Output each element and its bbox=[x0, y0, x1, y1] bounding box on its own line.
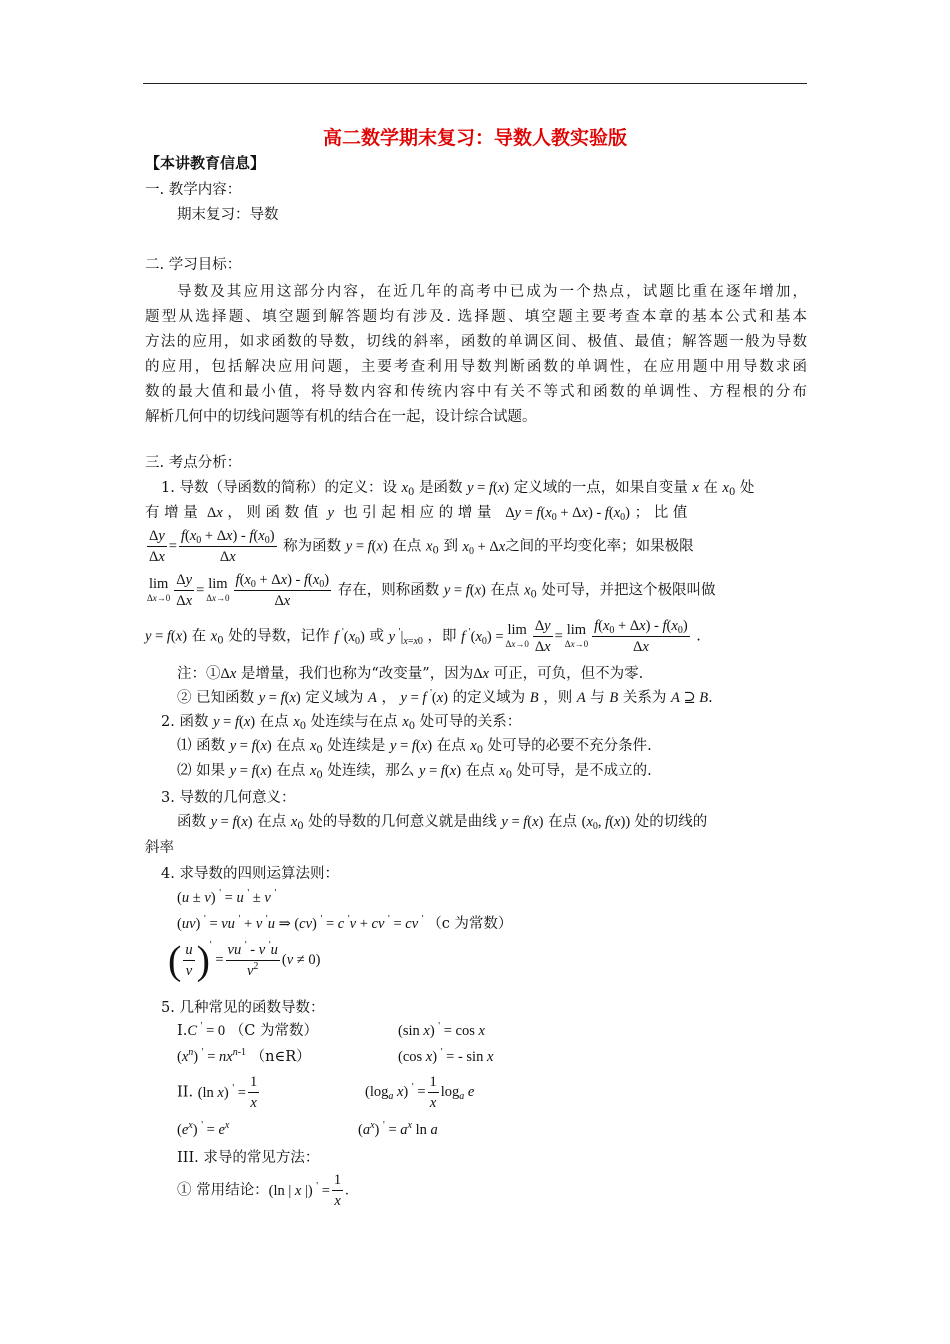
item5-heading: 5. 几种常见的函数导数： bbox=[161, 1000, 325, 1016]
rule-quotient: ( $\frac{u}{v}$ )' = $\frac{vu ' - v 'u}{v^2}$ (v ≠ 0) bbox=[168, 937, 321, 983]
sec1-content: 期末复习：导数 bbox=[177, 207, 279, 223]
item3-heading: 3. 导数的几何意义： bbox=[161, 790, 296, 806]
item1-line-e: y = f(x) 在 $x_0$ 处的导数，记作 f $'(x_0)$ 或 y $'|_{x=x0}$ ，即 f $'(x_0)$ = lim Δx→0 $\frac{\Delta y}{\Delta x}$ = lim Δx→0 $\frac{f(x_0 + \Delta x) - f(x_0)}{\Delta x}$ . bbox=[145, 618, 701, 655]
item2-line-1: ⑴ 函数 y = f(x) 在点 $x_0$ 处连续是 y = f(x) 在点 $x_0$ 处可导的必要不充分条件. bbox=[177, 738, 652, 756]
avg-rate-fraction: $\frac{\Delta y}{\Delta x}$ bbox=[149, 528, 165, 565]
deriv-power: $(x^n) ' = nx^{n-1}$ （n∈R） bbox=[177, 1047, 311, 1065]
item1-line-c: $\frac{\Delta y}{\Delta x}$ = $\frac{f(x_0 + \Delta x) - f(x_0)}{\Delta x}$ 称为函数 y = f(x) 在点 $x_0$ 到 $x_0 + \Delta x$之间的平均变化率；如果极限 bbox=[149, 528, 694, 565]
sec2-heading: 二. 学习目标： bbox=[145, 257, 242, 273]
item4-heading: 4. 求导数的四则运算法则： bbox=[161, 866, 339, 882]
sec2-line-6: 解析几何中的切线问题等有机的结合在一起，设计综合试题。 bbox=[145, 409, 537, 425]
item1-line-b: 有 增 量 Δx ， 则 函 数 值 y 也 引 起 相 应 的 增 量 $\Delta y = f(x_0 + \Delta x) - f(x_0)$ ； 比 值 bbox=[145, 505, 688, 523]
methods-heading: III. 求导的常见方法： bbox=[177, 1150, 320, 1166]
sec2-line-4: 的应用，包括解决应用问题，主要考查利用导数判断函数的单调性，在应用题中用导数求函 bbox=[145, 359, 807, 375]
sec3-heading: 三. 考点分析： bbox=[145, 455, 242, 471]
sec2-line-3: 方法的应用，如求函数的导数，切线的斜率，函数的单调区间、极值、最值；解答题一般为导数 bbox=[145, 334, 807, 350]
item1-note-2: ② 已知函数 y = f(x) 定义域为 A ， y = f '(x) 的定义域为 B ，则 A 与 B 关系为 A ⊇ B. bbox=[177, 688, 713, 706]
header-rule bbox=[143, 83, 807, 84]
item1-line-d: lim Δx→0 $\frac{\Delta y}{\Delta x}$ = lim Δx→0 $\frac{f(x_0 + \Delta x) - f(x_0)}{\Delta x}$ 存在，则称函数 y = f(x) 在点 $x_0$ 处可导，并把这个极限叫做 bbox=[147, 572, 716, 609]
item2-line-2: ⑵ 如果 y = f(x) 在点 $x_0$ 处连续，那么 y = f(x) 在点 $x_0$ 处可导，是不成立的. bbox=[177, 763, 652, 781]
item1-note-1: 注：①Δx 是增量，我们也称为“改变量”，因为Δx 可正，可负，但不为零. bbox=[177, 666, 644, 682]
item3-line-2: 斜率 bbox=[145, 840, 174, 856]
deriv-sin: (sin x) ' = cos x bbox=[398, 1021, 485, 1039]
sec2-line-1: 导数及其应用这部分内容，在近几年的高考中已成为一个热点，试题比重在逐年增加， bbox=[177, 284, 807, 300]
deriv-log: ($\log_a$ x) ' = $\frac{1}{x}$ $\log_a e$ bbox=[365, 1074, 475, 1111]
increment-fraction: $\frac{f(x_0 + \Delta x) - f(x_0)}{\Delta x}$ bbox=[180, 528, 275, 565]
item1-line-a: 1. 导数（导函数的简称）的定义：设 $x_0$ 是函数 y = f(x) 定义域的一点，如果自变量 x 在 $x_0$ 处 bbox=[161, 480, 755, 498]
item3-line-1: 函数 y = f(x) 在点 $x_0$ 处的导数的几何意义就是曲线 y = f(x) 在点 ($x_0$, f(x)) 处的切线的 bbox=[177, 814, 708, 832]
sec2-line-5: 数的最大值和最小值，将导数内容和传统内容中有关不等式和函数的单调性、方程根的分布 bbox=[145, 384, 807, 400]
deriv-const: I.C ' = 0 （C 为常数） bbox=[177, 1021, 318, 1039]
deriv-cos: (cos x) ' = - sin x bbox=[398, 1047, 494, 1065]
item2-heading: 2. 函数 y = f(x) 在点 $x_0$ 处连续与在点 $x_0$ 处可导的关系： bbox=[161, 714, 522, 732]
rule-sum: (u ± v) ' = u ' ± v ' bbox=[177, 888, 277, 906]
common-result: ① 常用结论：(ln | x |) ' = $\frac{1}{x}$ . bbox=[177, 1172, 349, 1209]
deriv-ln: II. (ln x) ' = $\frac{1}{x}$ bbox=[177, 1074, 258, 1111]
info-heading: 【本讲教育信息】 bbox=[145, 154, 266, 172]
deriv-ax: $(a^x) ' = a^x$ ln a bbox=[358, 1120, 438, 1138]
deriv-exp: $(e^x) ' = e^x$ bbox=[177, 1120, 230, 1138]
sec2-line-2: 题型从选择题、填空题到解答题均有涉及. 选择题、填空题主要考查本章的基本公式和基本 bbox=[145, 309, 807, 325]
rule-product: (uv) ' = vu ' + v 'u ⇒ (cv) ' = c 'v + cv ' = cv ' （c 为常数） bbox=[177, 914, 513, 932]
sec1-heading: 一. 教学内容： bbox=[145, 182, 242, 198]
page-title: 高二数学期末复习：导数人教实验版 bbox=[322, 127, 627, 149]
